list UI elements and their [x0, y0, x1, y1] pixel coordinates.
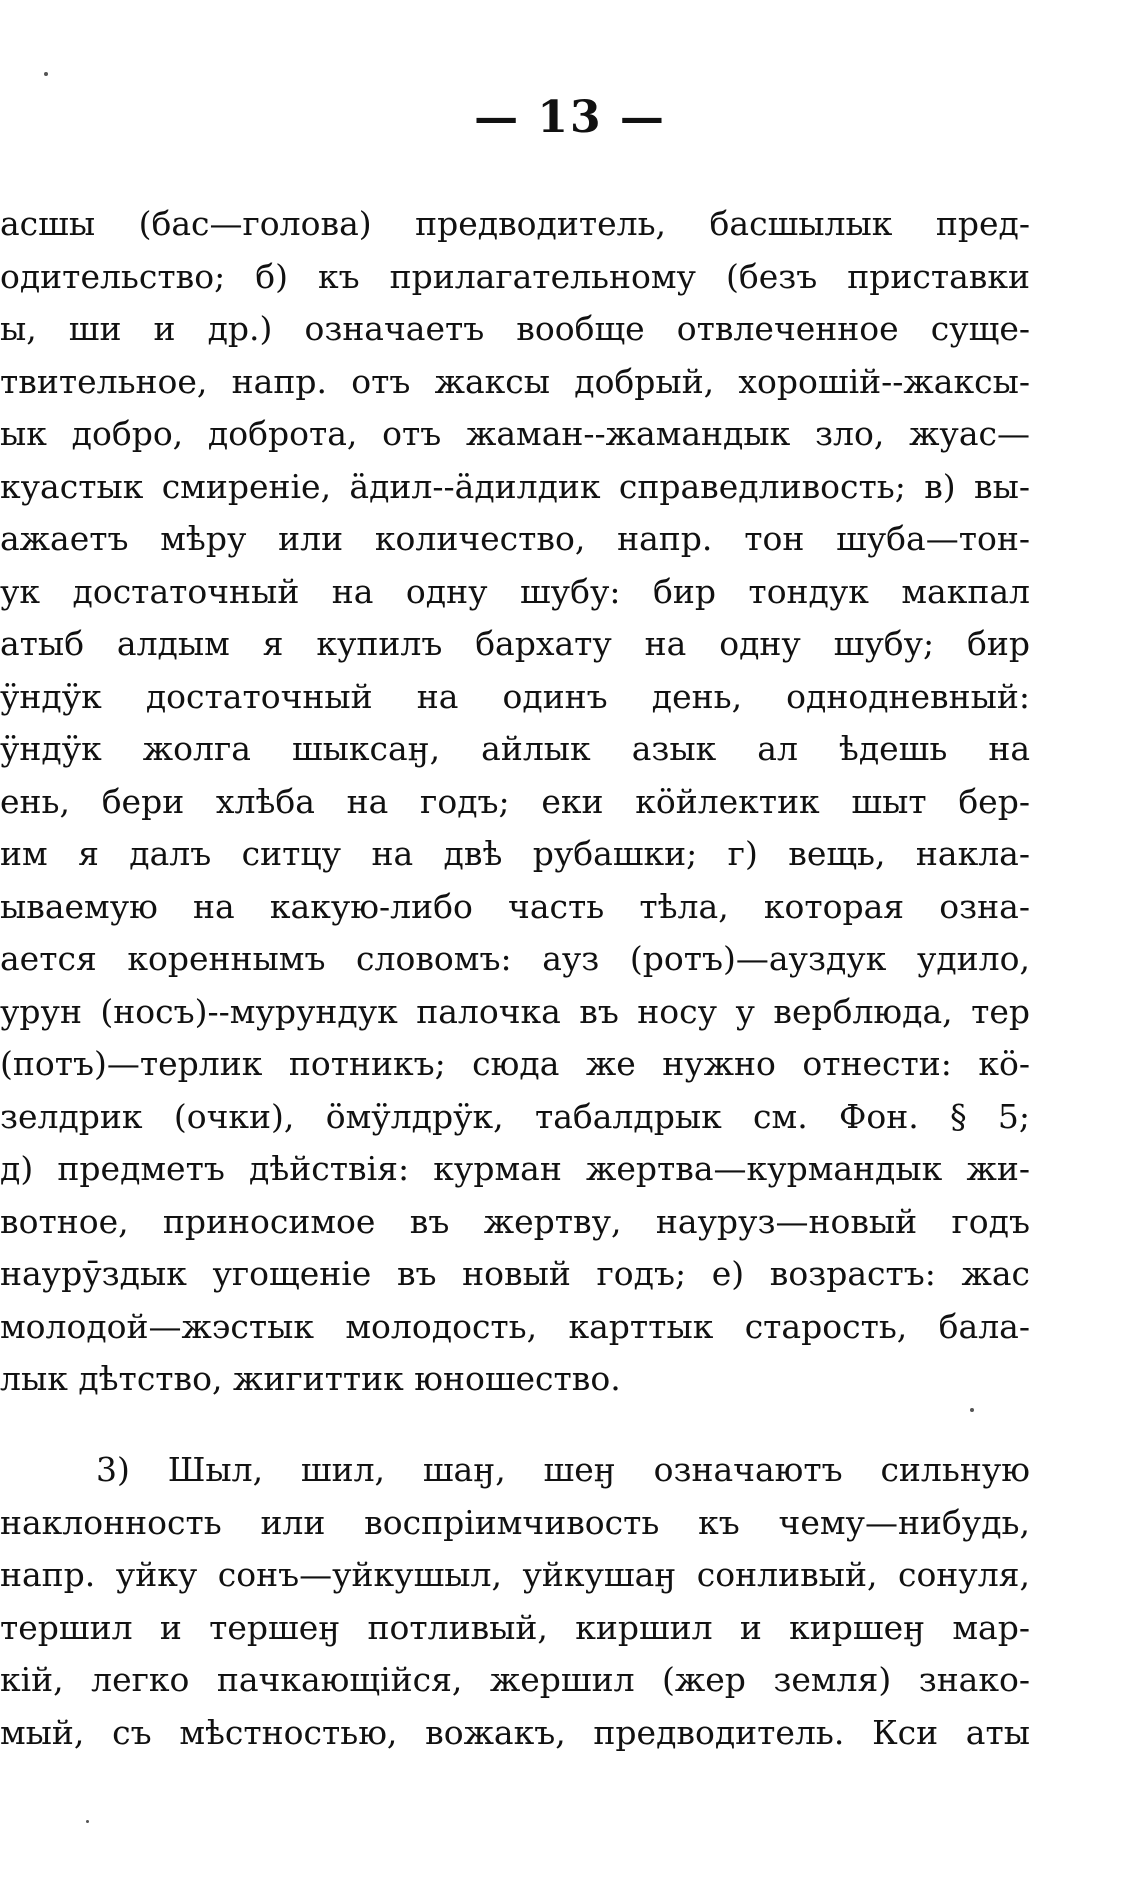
- text-line: твительное, напр. отъ жаксы добрый, хорошій--жаксы-: [0, 361, 1030, 401]
- text-line: 3) Шыл, шил, шаӈ, шеӈ означаютъ сильную: [96, 1450, 1030, 1489]
- text-line: вотное, приносимое въ жертву, науруз—новый годъ: [0, 1201, 1030, 1241]
- paragraph-1: [0, 198, 1030, 1406]
- text-line: ается кореннымъ словомъ: ауз (ротъ)—ауздук удило,: [0, 939, 1030, 978]
- text-line: куастык смиреніе, ӓдил--ӓдилдик справедливость; в) вы-: [0, 466, 1030, 506]
- scan-speck: [86, 1820, 89, 1823]
- text-line: лык дѣтство, жигиттик юношество.: [0, 1359, 621, 1398]
- text-line: мый, съ мѣстностью, вожакъ, предводитель. Кси аты: [0, 1712, 1030, 1752]
- text-line: им я далъ ситцу на двѣ рубашки; г) вещь, накла-: [0, 834, 1030, 873]
- text-line: ык добро, доброта, отъ жаман--жамандык зло, жуас—: [0, 414, 1030, 453]
- text-line: ук достаточный на одну шубу: бир тондук макпал: [0, 571, 1030, 611]
- page-number: — 13 —: [474, 92, 666, 143]
- text-line: ываемую на какую-либо часть тѣла, которая озна-: [0, 886, 1030, 926]
- text-line: напр. уйку сонъ—уйкушыл, уйкушаӈ сонливый, сонуля,: [0, 1555, 1030, 1594]
- text-line: урун (носъ)--мурундук палочка въ носу у верблюда, тер: [0, 991, 1030, 1031]
- text-line: асшы (бас—голова) предводитель, басшылык пред-: [0, 204, 1030, 243]
- text-line: молодой—жэстык молодость, карттык старость, бала-: [0, 1306, 1030, 1346]
- text-line: атыб алдым я купилъ бархату на одну шубу; бир: [0, 624, 1030, 663]
- text-line: ӱндӱк жолга шыксаӈ, айлык азык ал ѣдешь на: [0, 729, 1030, 768]
- text-line: ы, ши и др.) означаетъ вообще отвлеченное суще-: [0, 309, 1030, 348]
- text-line: зелдрик (очки), ӧмӱлдрӱк, табалдрык см. Фон. § 5;: [0, 1096, 1030, 1136]
- text-line: тершил и тершеӈ потливый, киршил и киршеӈ мар-: [0, 1607, 1030, 1647]
- paragraph-2: [0, 1444, 1030, 1759]
- text-line: наурӯздык угощеніе въ новый годъ; е) возрастъ: жас: [0, 1254, 1030, 1293]
- text-line: ень, бери хлѣба на годъ; еки кӧйлектик шыт бер-: [0, 781, 1030, 821]
- text-line: ӱндӱк достаточный на одинъ день, однодневный:: [0, 676, 1030, 716]
- text-line: ажаетъ мѣру или количество, напр. тон шуба—тон-: [0, 519, 1030, 558]
- text-line: (потъ)—терлик потникъ; сюда же нужно отнести: кӧ-: [0, 1044, 1030, 1083]
- text-line: кій, легко пачкающійся, жершил (жер земля) знако-: [0, 1660, 1030, 1699]
- scan-speck: [970, 1408, 974, 1412]
- scan-speck: [44, 72, 48, 76]
- text-line: наклонность или воспріимчивость къ чему—нибудь,: [0, 1502, 1030, 1542]
- text-line: д) предметъ дѣйствія: курман жертва—курмандык жи-: [0, 1149, 1030, 1188]
- text-line: одительство; б) къ прилагательному (безъ приставки: [0, 256, 1030, 296]
